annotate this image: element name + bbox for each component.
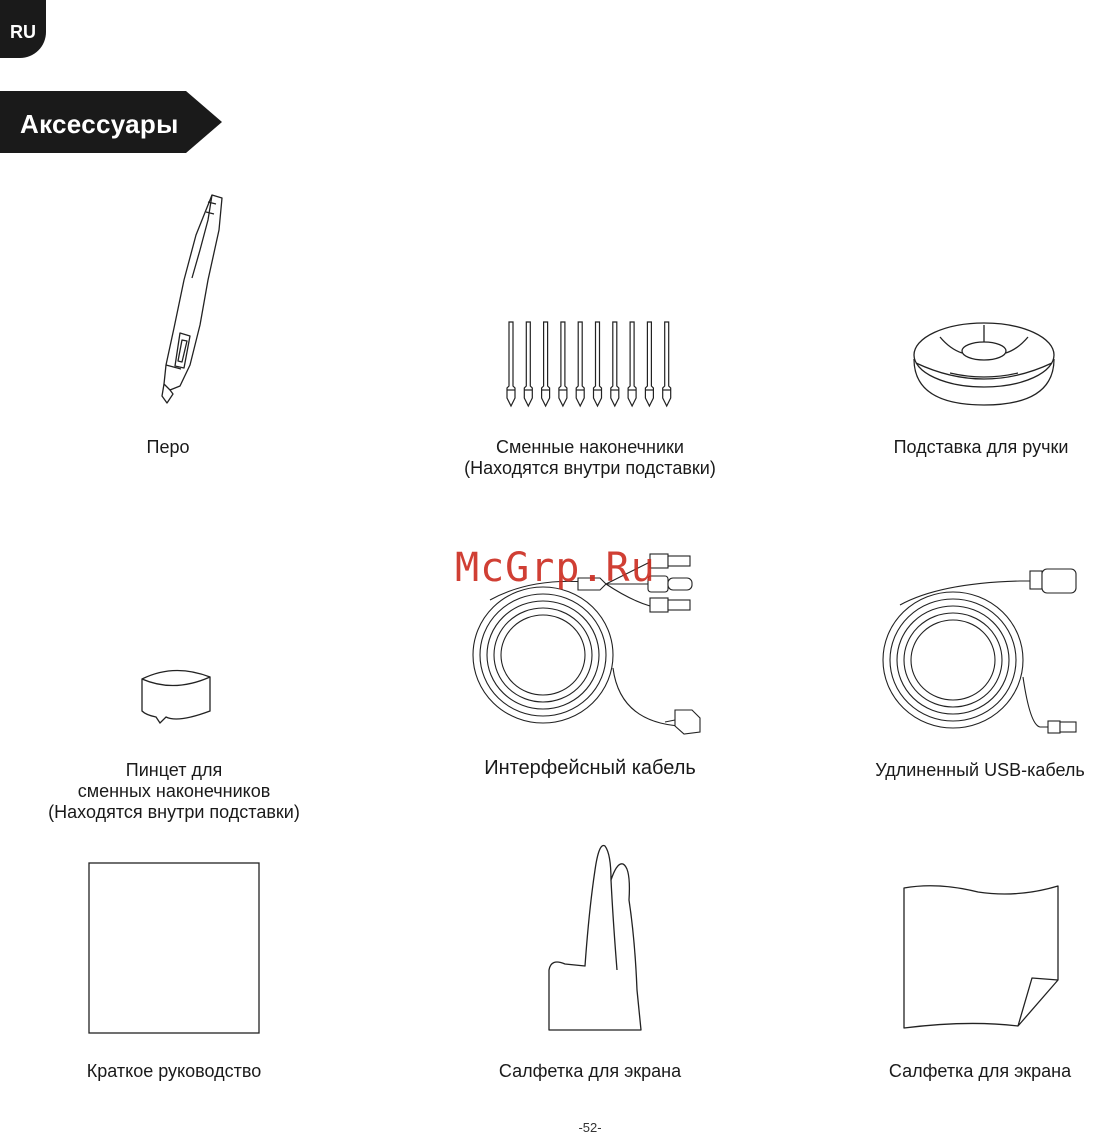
replacement-nibs-icon bbox=[505, 320, 677, 408]
caption-interface-cable: Интерфейсный кабель bbox=[484, 757, 696, 779]
quick-guide-icon bbox=[88, 862, 260, 1034]
watermark-text: McGrp.Ru bbox=[455, 545, 656, 591]
caption-pen: Перо bbox=[146, 437, 190, 457]
caption-nibs: Сменные наконечники (Находятся внутри подставки) bbox=[464, 437, 716, 478]
caption-quick-guide: Краткое руководство bbox=[86, 1061, 262, 1081]
language-badge: RU bbox=[0, 0, 46, 58]
section-title: Аксессуары bbox=[20, 109, 179, 139]
page-number: -52- bbox=[578, 1120, 602, 1135]
cleaning-cloth-icon bbox=[898, 880, 1064, 1030]
section-banner bbox=[0, 91, 222, 153]
pen-icon bbox=[150, 190, 230, 408]
nib-clip-icon bbox=[138, 665, 218, 725]
caption-nib-clip: Пинцет для сменных наконечников (Находятся внутри подставки) bbox=[48, 760, 300, 822]
pen-holder-icon bbox=[910, 315, 1058, 410]
usb-extension-cable-icon bbox=[880, 565, 1080, 743]
drawing-glove-icon bbox=[545, 840, 647, 1034]
caption-cloth: Салфетка для экрана bbox=[888, 1061, 1072, 1081]
caption-pen-holder: Подставка для ручки bbox=[893, 437, 1069, 457]
caption-usb-extension: Удлиненный USB-кабель bbox=[875, 760, 1085, 780]
caption-glove: Салфетка для экрана bbox=[498, 1061, 682, 1081]
